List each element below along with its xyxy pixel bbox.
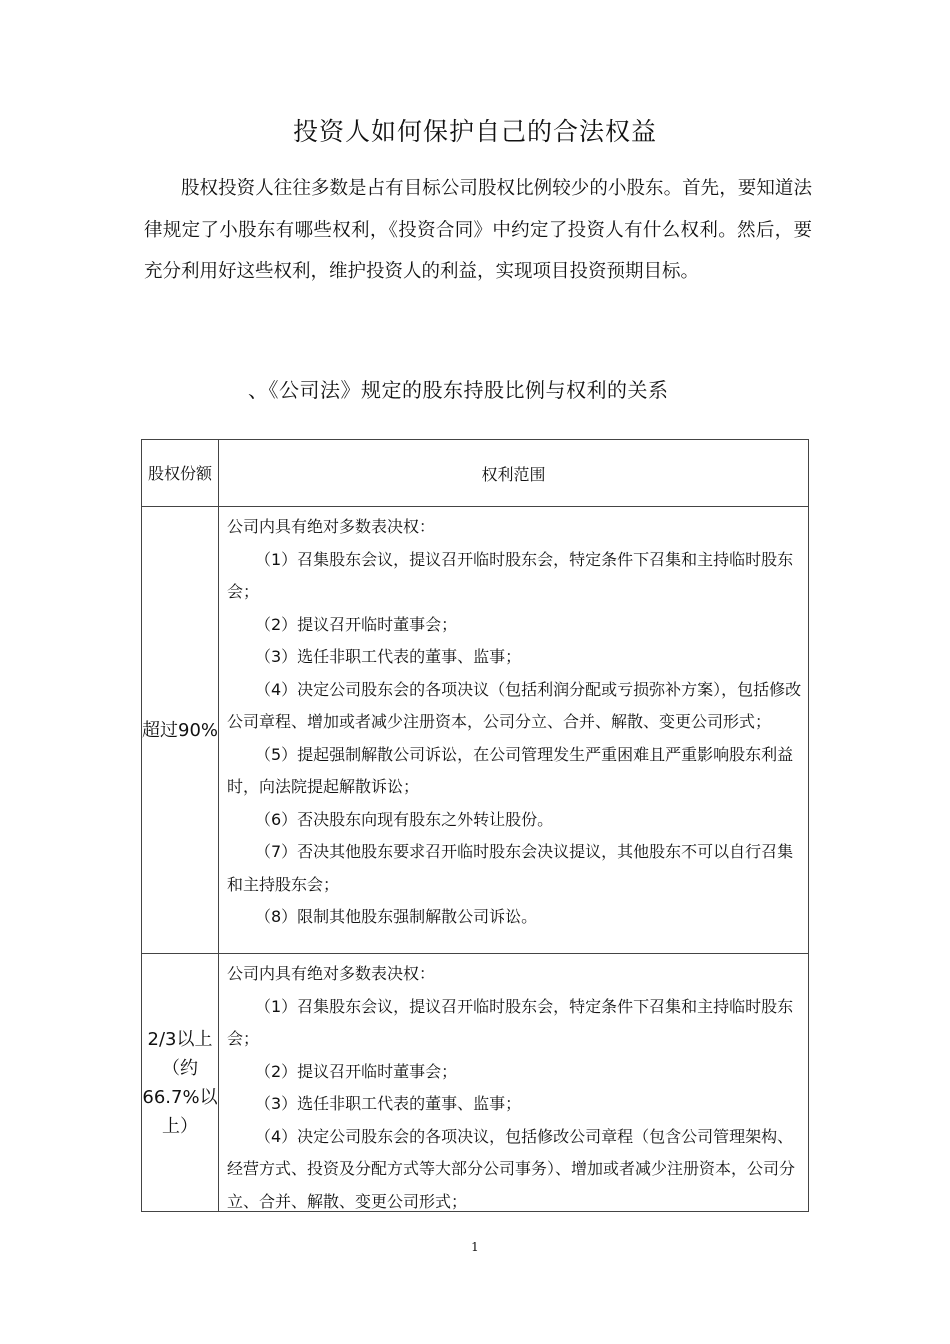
rights-table	[141, 439, 809, 1212]
scope-intro: 公司内具有绝对多数表决权：	[227, 964, 436, 983]
table-row	[142, 954, 809, 1212]
scope-content	[219, 507, 808, 953]
scope-intro: 公司内具有绝对多数表决权：	[227, 517, 436, 536]
share-label: 超过90%	[142, 507, 219, 954]
share-label: 2/3以上（约66.7%以上）	[142, 954, 219, 1212]
table-header-row	[142, 440, 809, 507]
scope-cell	[219, 954, 809, 1212]
scope-item: （2）提议召开临时董事会；	[255, 614, 458, 634]
scope-item: （4）决定公司股东会的各项决议，包括修改公司章程（包含公司管理架构、经营方式、投资及分配方式等大部分公司事务）、增加或者减少注册资本，公司分立、合并、解散、变更公司形式；	[227, 1126, 796, 1211]
intro-paragraph: 股权投资人往往多数是占有目标公司股权比例较少的小股东。首先，要知道法律规定了小股东有哪些权利，《投资合同》中约定了投资人有什么权利。然后，要充分利用好这些权利，维护投资人的利益，实现项目投资预期目标。	[144, 178, 812, 282]
scope-item: （1）召集股东会议，提议召开临时股东会，特定条件下召集和主持临时股东会；	[227, 549, 794, 601]
scope-item: （8）限制其他股东强制解散公司诉讼。	[255, 907, 538, 926]
scope-content	[219, 954, 808, 1211]
scope-item: （7）否决其他股东要求召开临时股东会决议提议，其他股东不可以自行召集和主持股东会；	[227, 842, 794, 894]
scope-item: （5）提起强制解散公司诉讼，在公司管理发生严重困难且严重影响股东利益时，向法院提起解散诉讼；	[227, 744, 794, 796]
scope-item: （2）提议召开临时董事会；	[255, 1061, 458, 1081]
header-scope: 权利范围	[219, 440, 809, 507]
scope-item: （3）选任非职工代表的董事、监事；	[255, 1094, 522, 1113]
document-title: 投资人如何保护自己的合法权益	[292, 117, 657, 146]
scope-item: （4）决定公司股东会的各项决议（包括利润分配或亏损弥补方案），包括修改公司章程、增加或者减少注册资本，公司分立、合并、解散、变更公司形式；	[227, 679, 802, 731]
section-title: 、《公司法》规定的股东持股比例与权利的关系	[248, 378, 669, 402]
table-row	[142, 507, 809, 954]
scope-cell	[219, 507, 809, 954]
page-number: 1	[471, 1240, 479, 1254]
scope-item: （6）否决股东向现有股东之外转让股份。	[255, 809, 554, 829]
scope-item: （1）召集股东会议，提议召开临时股东会，特定条件下召集和主持临时股东会；	[227, 996, 794, 1048]
scope-item: （3）选任非职工代表的董事、监事；	[255, 647, 522, 666]
header-share: 股权份额	[142, 440, 219, 507]
